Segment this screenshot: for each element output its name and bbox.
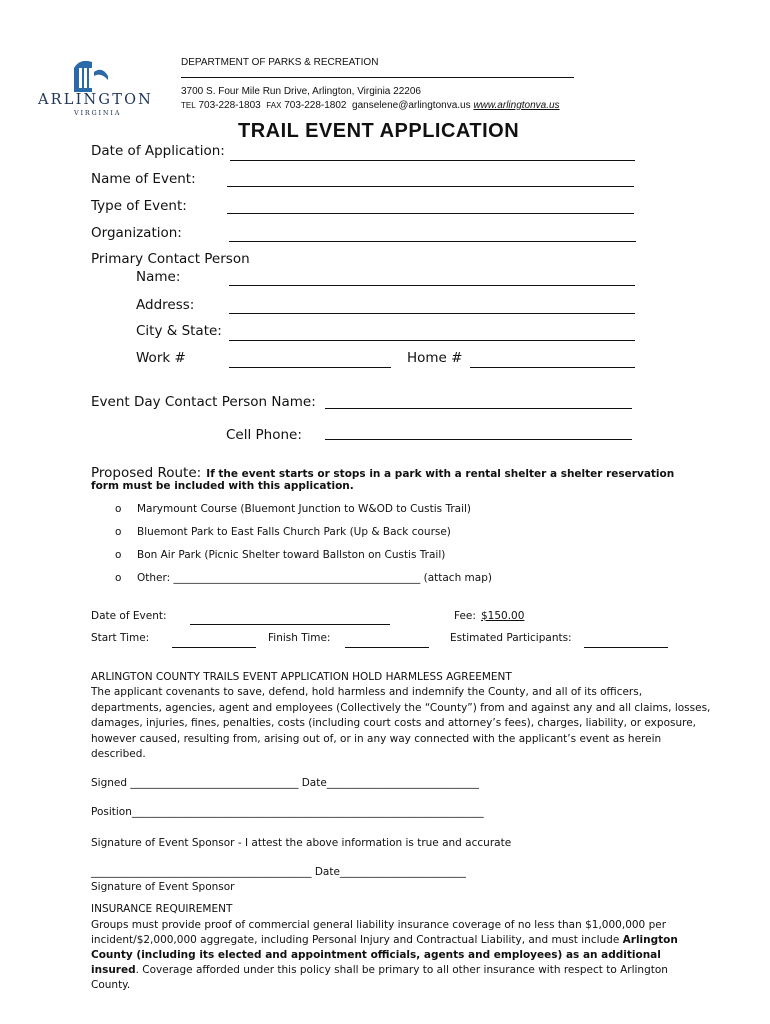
insurance-line xyxy=(91,964,668,976)
insurance-line-bold: County (including its elected and appointment officials, agents and employees) as an additional xyxy=(91,949,661,961)
signed-date-field[interactable]: Signed ________________________________ Date_____________________________ xyxy=(91,777,480,789)
fee-value: $150.00 xyxy=(481,610,525,622)
proposed-route-note: If the event starts or stops in a park with a rental shelter a shelter reservation xyxy=(206,468,675,480)
date-of-application-field[interactable] xyxy=(230,160,635,161)
contact-address-label: Address: xyxy=(136,297,195,313)
agreement-line: however caused, resulting from, arising out of, or in any way connected with the applicant’s event as herein xyxy=(91,733,662,745)
tel-label: TEL xyxy=(181,101,196,110)
contact-name-label: Name: xyxy=(136,269,181,285)
insurance-bold-text: Arlington xyxy=(622,934,678,946)
agreement-line: damages, injuries, fines, penalties, costs (including court costs and attorney’s fees), charges, liability, or exposure, xyxy=(91,717,696,729)
work-phone-field[interactable] xyxy=(229,367,391,368)
logo-subname: VIRGINIA xyxy=(74,109,122,117)
date-of-event-label: Date of Event: xyxy=(91,610,167,622)
insurance-line: County. xyxy=(91,979,131,991)
organization-field[interactable] xyxy=(229,241,636,242)
contact-name-field[interactable] xyxy=(229,285,635,286)
sponsor-signature-field[interactable]: __________________________________________ Date________________________ xyxy=(91,866,466,878)
primary-contact-label: Primary Contact Person xyxy=(91,251,250,267)
start-time-field[interactable] xyxy=(172,647,256,648)
sponsor-attest-text: Signature of Event Sponsor - I attest the above information is true and accurate xyxy=(91,837,512,849)
type-of-event-field[interactable] xyxy=(227,213,634,214)
proposed-route-note-cont: form must be included with this application. xyxy=(91,480,354,492)
tel-number: 703-228-1803 xyxy=(198,100,261,111)
route-option-bluemont: Bluemont Park to East Falls Church Park (Up & Back course) xyxy=(137,526,451,538)
name-of-event-label: Name of Event: xyxy=(91,171,196,187)
date-of-event-field[interactable] xyxy=(190,624,390,625)
agreement-line: described. xyxy=(91,748,146,760)
route-option-bullet[interactable]: o xyxy=(115,526,122,538)
home-phone-label: Home # xyxy=(407,350,463,366)
event-day-contact-label: Event Day Contact Person Name: xyxy=(91,394,316,410)
proposed-route-heading xyxy=(91,462,674,481)
agreement-heading: ARLINGTON COUNTY TRAILS EVENT APPLICATION HOLD HARMLESS AGREEMENT xyxy=(91,671,512,683)
organization-label: Organization: xyxy=(91,225,182,241)
insurance-heading: INSURANCE REQUIREMENT xyxy=(91,903,233,915)
route-option-other: Other: _______________________________________________ (attach map) xyxy=(137,572,492,584)
agreement-line: departments, agencies, agent and employees (Collectively the “County”) from and against any and all claims, losses, xyxy=(91,702,711,714)
contact-address-field[interactable] xyxy=(229,313,635,314)
route-option-bon-air: Bon Air Park (Picnic Shelter toward Ballston on Custis Trail) xyxy=(137,549,446,561)
route-option-bullet[interactable]: o xyxy=(115,572,122,584)
route-option-bullet[interactable]: o xyxy=(115,503,122,515)
email[interactable]: ganselene@arlingtonva.us xyxy=(352,100,471,111)
fee-label: Fee: xyxy=(454,610,476,622)
type-of-event-label: Type of Event: xyxy=(91,198,187,214)
finish-time-label: Finish Time: xyxy=(268,632,331,644)
route-option-bullet[interactable]: o xyxy=(115,549,122,561)
form-title: TRAIL EVENT APPLICATION xyxy=(238,120,520,142)
fax-label: FAX xyxy=(266,101,282,110)
department-address: 3700 S. Four Mile Run Drive, Arlington, Virginia 22206 xyxy=(181,86,421,97)
route-option-marymount: Marymount Course (Bluemont Junction to W&OD to Custis Trail) xyxy=(137,503,472,515)
estimated-participants-label: Estimated Participants: xyxy=(450,632,572,644)
agreement-line: The applicant covenants to save, defend, hold harmless and indemnify the County, and all of its officers, xyxy=(91,686,643,698)
insurance-line xyxy=(91,934,678,946)
start-time-label: Start Time: xyxy=(91,632,150,644)
fax-number: 703-228-1802 xyxy=(284,100,347,111)
cell-phone-label: Cell Phone: xyxy=(226,427,302,443)
department-name: DEPARTMENT OF PARKS & RECREATION xyxy=(181,57,379,68)
contact-line xyxy=(181,100,560,111)
logo-name: ARLINGTON xyxy=(38,92,154,108)
city-state-field[interactable] xyxy=(229,340,635,341)
website-link[interactable]: www.arlingtonva.us xyxy=(473,100,560,111)
insurance-text: incident/$2,000,000 aggregate, including Personal Injury and Contractual Liability, and must include xyxy=(91,934,623,946)
arlington-logo-icon xyxy=(70,56,110,94)
header-rule xyxy=(181,77,574,78)
insurance-line: Groups must provide proof of commercial general liability insurance coverage of no less than $1,000,000 per xyxy=(91,919,667,931)
insurance-text: . Coverage afforded under this policy shall be primary to all other insurance with respect to Arlington xyxy=(135,964,668,976)
cell-phone-field[interactable] xyxy=(325,439,632,440)
insurance-bold-text: insured xyxy=(91,964,136,976)
date-of-application-label: Date of Application: xyxy=(91,143,225,159)
event-day-contact-field[interactable] xyxy=(325,408,632,409)
city-state-label: City & State: xyxy=(136,323,222,339)
home-phone-field[interactable] xyxy=(470,367,635,368)
proposed-route-label: Proposed Route: xyxy=(91,465,202,481)
position-field[interactable]: Position___________________________________________________________________ xyxy=(91,806,484,818)
work-phone-label: Work # xyxy=(136,350,186,366)
sponsor-signature-label: Signature of Event Sponsor xyxy=(91,881,235,893)
estimated-participants-field[interactable] xyxy=(584,647,668,648)
finish-time-field[interactable] xyxy=(345,647,429,648)
name-of-event-field[interactable] xyxy=(227,186,634,187)
